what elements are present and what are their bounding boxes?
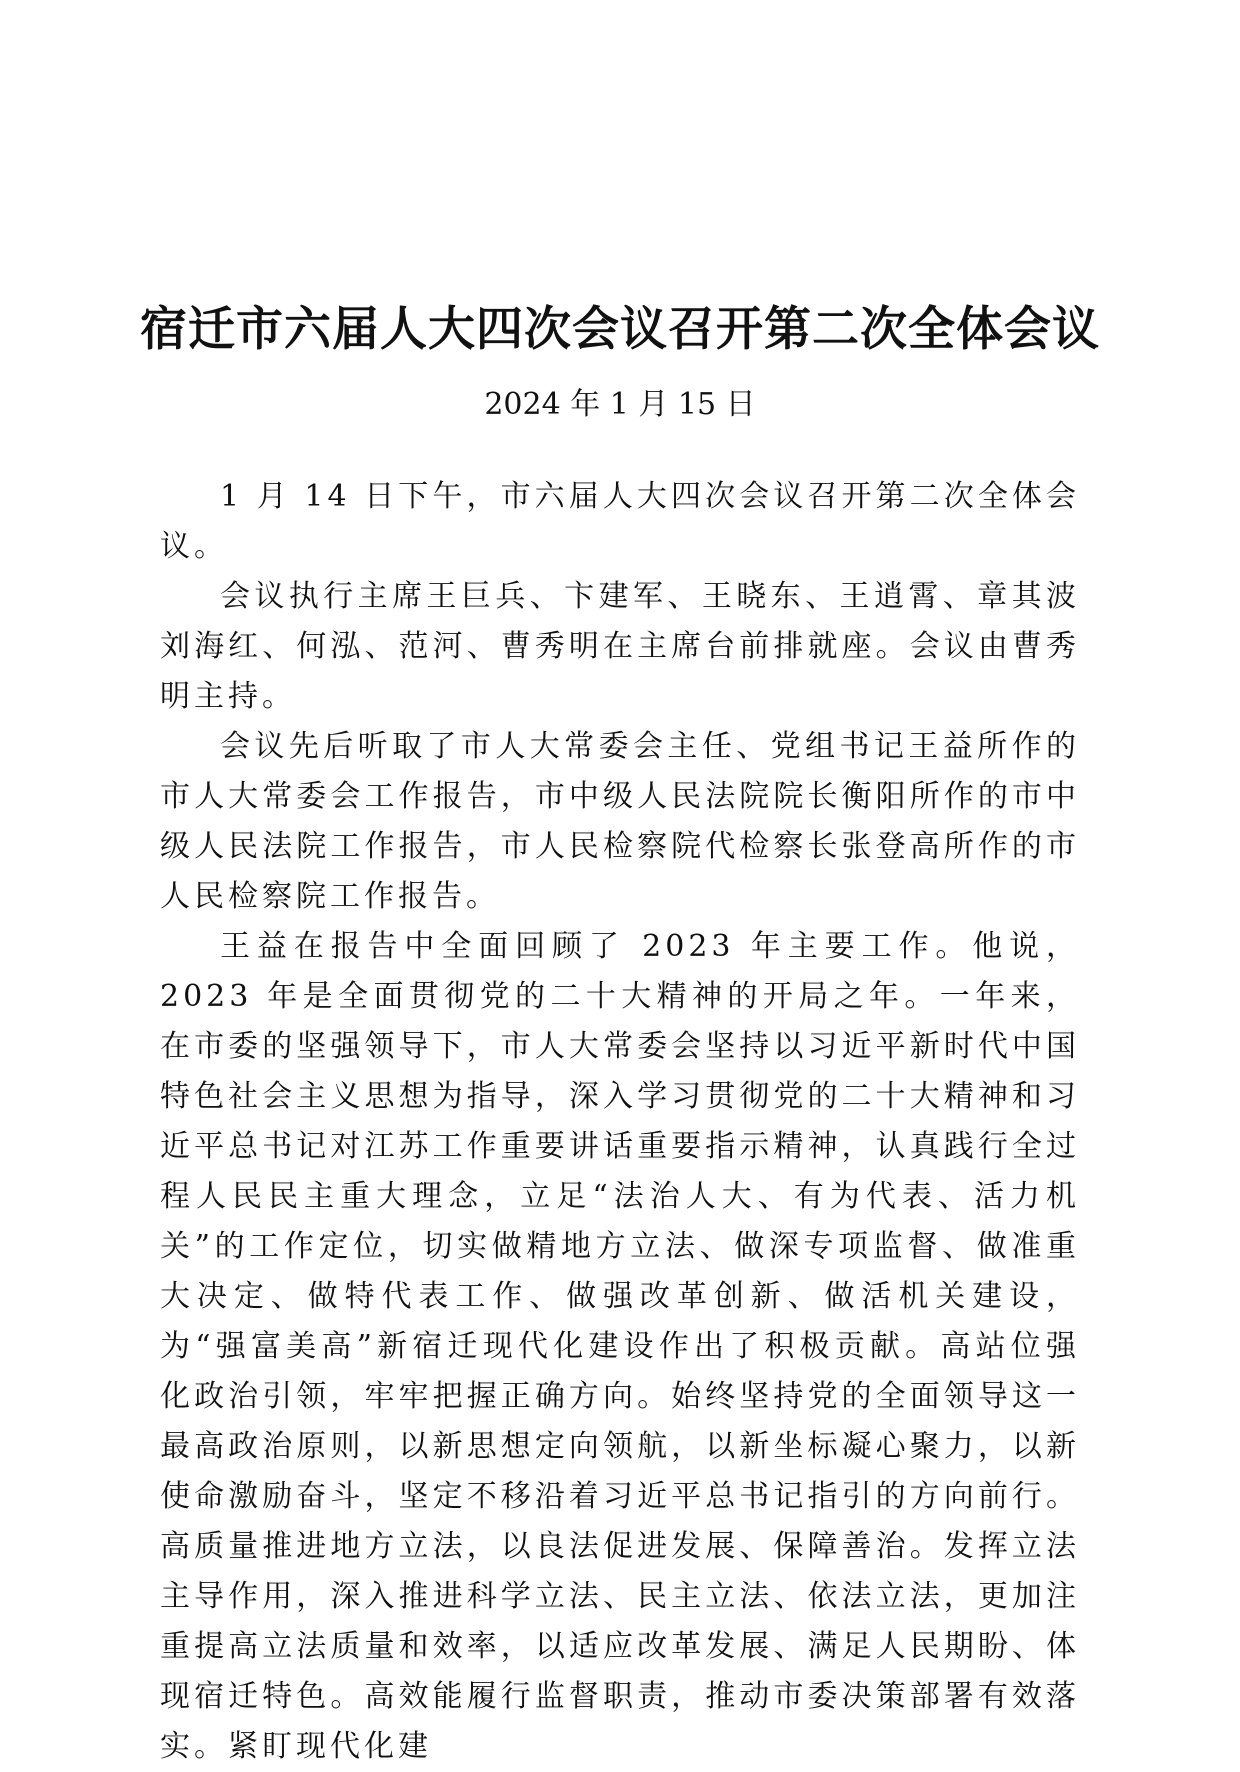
paragraph: 会议执行主席王巨兵、卞建军、王晓东、王逍霄、章其波刘海红、何泓、范河、曹秀明在主席台前排就座。会议由曹秀明主持。	[160, 579, 1080, 714]
document-body	[160, 472, 1080, 1772]
document-date: 2024 年 1 月 15 日	[484, 387, 756, 422]
document-title: 宿迁市六届人大四次会议召开第二次全体会议	[140, 302, 1100, 357]
paragraph: 会议先后听取了市人大常委会主任、党组书记王益所作的市人大常委会工作报告，市中级人民法院院长衡阳所作的市中级人民法院工作报告，市人民检察院代检察长张登高所作的市人民检察院工作报告。	[160, 729, 1080, 914]
paragraph: 1 月 14 日下午，市六届人大四次会议召开第二次全体会议。	[160, 479, 1080, 564]
paragraph: 王益在报告中全面回顾了 2023 年主要工作。他说，2023 年是全面贯彻党的二十大精神的开局之年。一年来，在市委的坚强领导下，市人大常委会坚持以习近平新时代中国特色社会主义思想为指导，深入学习贯彻党的二十大精神和习近平总书记对江苏工作重要讲话重要指示精神，认真践行全过程人民民主重大理念，立足“法治人大、有为代表、活力机关”的工作定位，切实做精地方立法、做深专项监督、做准重大决定、做特代表工作、做强改革创新、做活机关建设，为“强富美高”新宿迁现代化建设作出了积极贡献。高站位强化政治引领，牢牢把握正确方向。始终坚持党的全面领导这一最高政治原则，以新思想定向领航，以新坐标凝心聚力，以新使命激励奋斗，坚定不移沿着习近平总书记指引的方向前行。高质量推进地方立法，以良法促进发展、保障善治。发挥立法主导作用，深入推进科学立法、民主立法、依法立法，更加注重提高立法质量和效率，以适应改革发展、满足人民期盼、体现宿迁特色。高效能履行监督职责，推动市委决策部署有效落实。紧盯现代化建	[160, 929, 1080, 1764]
